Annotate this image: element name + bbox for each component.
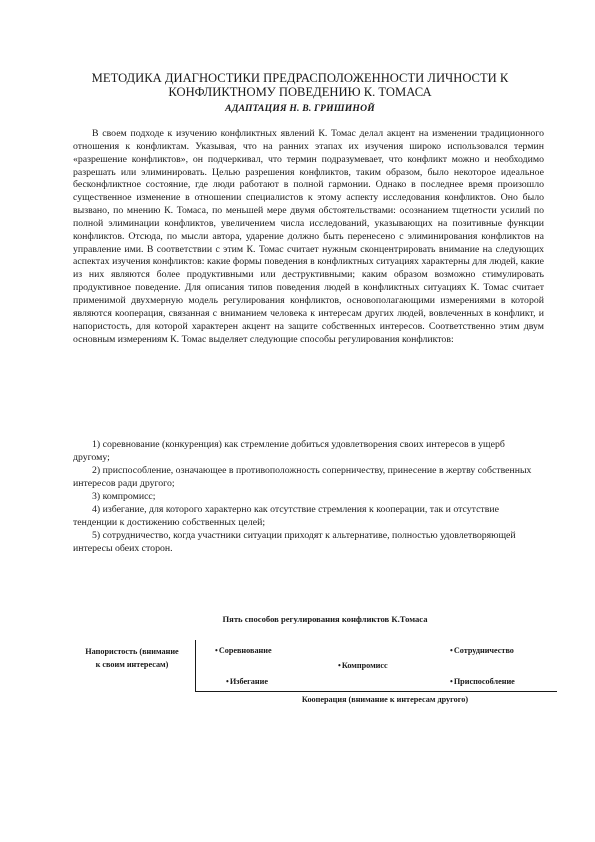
y-axis-label: Напористость (внимание к своим интересам) <box>85 647 179 669</box>
bullet-icon: • <box>226 677 229 686</box>
document-subtitle: АДАПТАЦИЯ Н. В. ГРИШИНОЙ <box>225 103 375 114</box>
point-compromise <box>338 661 388 670</box>
list-item: 3) компромисс; <box>92 491 156 502</box>
bullet-icon: • <box>215 646 218 655</box>
x-axis-label: Кооперация (внимание к интересам другого) <box>301 695 469 704</box>
point-label: Соревнование <box>218 646 272 655</box>
point-competition <box>215 646 272 655</box>
point-label: Компромисс <box>341 661 388 670</box>
point-label: Приспособление <box>453 677 515 686</box>
main-paragraph-block <box>73 128 544 346</box>
point-cooperation <box>450 646 514 655</box>
list-item: 4) избегание, для которого характерно как отсутствие стремления к кооперации, так и отсутствие тенденции к достижению собственных целей; <box>73 504 499 528</box>
point-avoidance <box>226 677 268 686</box>
point-label: Сотрудничество <box>453 646 514 655</box>
y-axis-line <box>195 640 196 692</box>
x-axis-line <box>195 691 557 692</box>
list-item: 1) соревнование (конкуренция) как стремление добиться удовлетворения своих интересов в ущерб другому; <box>73 439 505 463</box>
bullet-icon: • <box>450 677 453 686</box>
bullet-icon: • <box>338 661 341 670</box>
point-label: Избегание <box>229 677 268 686</box>
list-item: 5) сотрудничество, когда участники ситуации приходят к альтернативе, полностью удовлетворяющей интересы обеих сторон. <box>73 530 516 554</box>
main-paragraph: В своем подходе к изучению конфликтных явлений К. Томас делал акцент на изменении традиционного отношения к конфликтам. Указывая, что на ранних этапах их изучения широко использовался термин «разрешение конфликтов», он подчеркивал, что термин подразумевает, что конфликт можно и необходимо разрешать или элиминировать. Целью разрешения конфликтов, таким образом, было некоторое идеальное бесконфликтное состояние, где люди работают в полной гармонии. Однако в последнее время произошло существенное изменение в отношении специалистов к этому аспекту исследования конфликтов. Оно было вызвано, по мнению К. Томаса, по меньшей мере двумя обстоятельствами: осознанием тщетности усилий по полной элиминации конфликтов, увеличением числа исследований, указывающих на позитивные функции конфликтов. Отсюда, по мысли автора, ударение должно быть перенесено с элиминирования конфликтов на управление ими. В соответствии с этим К. Томас считает нужным сконцентрировать внимание на следующих аспектах изучения конфликтов: какие формы поведения в конфликтных ситуациях характерны для людей, какие из них являются более продуктивными или деструктивными; каким образом возможно стимулировать продуктивное поведение. Для описания типов поведения людей в конфликтных ситуациях К. Томас считает применимой двухмерную модель регулирования конфликтов, основополагающими измерениями в которой являются кооперация, связанная с вниманием человека к интересам других людей, вовлеченных в конфликт, и напористость, для которой характерен акцент на защите собственных интересов. Соответственно этим двум основным измерениям К. Томас выделяет следующие способы регулирования конфликтов: <box>73 128 544 345</box>
figure-title: Пять способов регулирования конфликтов К.Томаса <box>222 614 428 624</box>
list-item: 2) приспособление, означающее в противоположность соперничеству, принесение в жертву собственных интересов ради другого; <box>73 465 532 489</box>
bullet-icon: • <box>450 646 453 655</box>
point-accommodation <box>450 677 515 686</box>
document-title: МЕТОДИКА ДИАГНОСТИКИ ПРЕДРАСПОЛОЖЕННОСТИ ЛИЧНОСТИ К КОНФЛИКТНОМУ ПОВЕДЕНИЮ К. ТОМАСА <box>91 71 509 99</box>
conflict-methods-list <box>73 438 544 555</box>
